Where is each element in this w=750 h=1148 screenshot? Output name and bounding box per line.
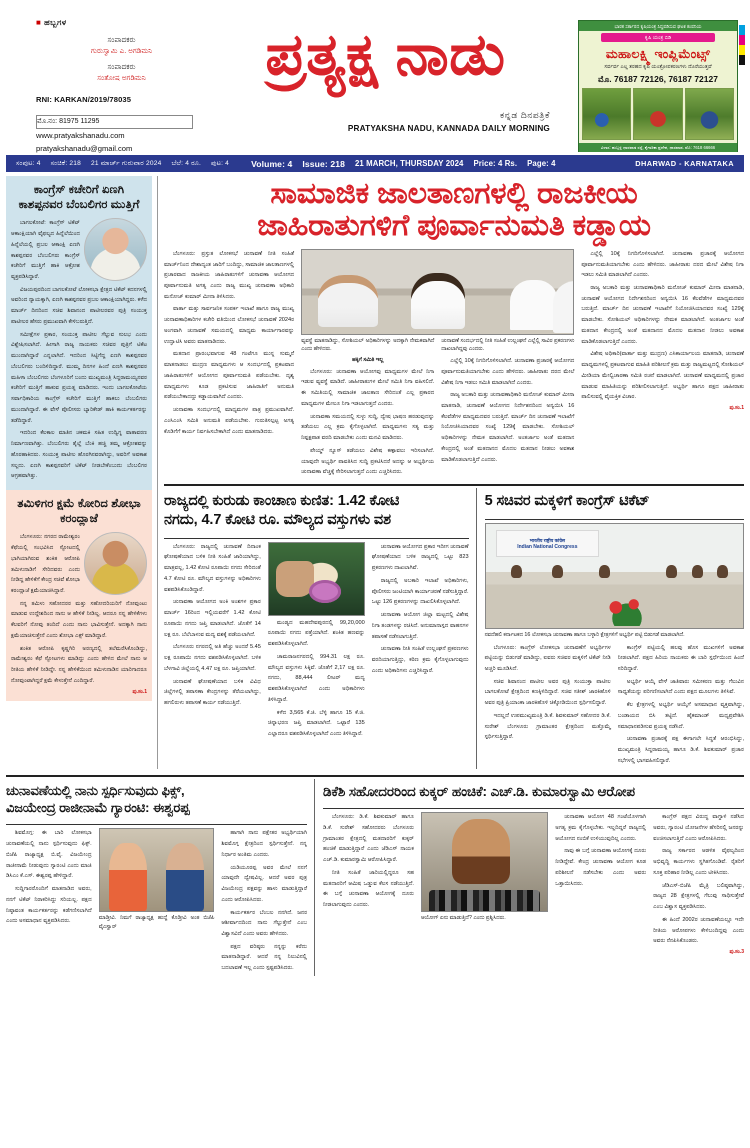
bottom-story-eshwarappa bbox=[6, 779, 315, 976]
paragraph: ರಾಜ್ಯ ಅಬಕಾರಿ ಮತ್ತು ಚುನಾವಣಾಧಿಕಾರಿ ಮನೋಜ್ ಕುಮಾರ್ ಮೀನಾ ಮಾತನಾಡಿ, ಚುನಾವಣೆ ಆಯೋಗದ ನಿರ್ದೇಶನದಿಂದ ಅನ್ವಯಿಸಿ 16 ಕೆಲವೆಡೆಗಳ ಮಾಧ್ಯಮದವರ ಬರುತ್ತಿದೆ. ಮಾರ್ಚ್ ದಿನ ಚುನಾವಣೆ ಇಲಾಖೆಗೆ ನಿಯೋಜಿಸಿಯಾದವರ ಸಂಖ್ಯೆ 129ಕ್ಕೆ ಮಾಡಬೇಕು. ಸೋಶಿಯಲ್ ಅಧಿಕಾರಿಗಳನ್ನು ನೇಮಕ ಮಾಡಲಾಗಿದೆ. ಅಂತರ್ಜಾಲ ಅಂತೆ ಮತದಾನ ಕೇಂದ್ರದಲ್ಲಿ ಅಂತೆ ಮತದಾನದ ಮೊದಲ ಮತದಾನ ನೀಡಲು ಅವಕಾಶ ಮಾಡಿಕೊಡಲಾಗುತ್ತಿದೆ ಎಂದರು. bbox=[581, 284, 744, 345]
bottom-left-headline bbox=[6, 779, 307, 822]
mid-story-congress-headline: 5 ಸಚಿವರ ಮಕ್ಕಳಿಗೆ ಕಾಂಗ್ರೆಸ್ ಟಿಕೆಟ್ bbox=[484, 493, 650, 510]
pages-en: Page: 4 bbox=[527, 159, 556, 168]
ad-image-trailer bbox=[685, 88, 734, 140]
kumaraswamy-photo bbox=[421, 812, 548, 912]
bottom-section bbox=[0, 769, 750, 976]
paragraph: ಸಮೀಕ್ಷೆಗಳ ಪ್ರಕಾರ, ಸಂಯುಕ್ತ ಪಾಟೀಲ ಗೆಲ್ಲುವ ಸುಲಭ ಎಂದು ವಿಶ್ಲೇಷಿಸಲಾಗಿದೆ. ಹೀಗಾಗಿ ರಾಜ್ಯ ನಾಯಕರು ಸಚಿವರ ಪುತ್ರಿಗೆ ಟಿಕೆಟ ಮುಂದಾಗಿದ್ದಾರೆ ಎನ್ನಲಾಗಿದೆ. ಇದರಿಂದ ಸಿಟ್ಟಿಗೆದ್ದ ಏಣಗಿ ಕಾಶಪ್ಪನವರ ಬೆಂಬಲಿಗರು ಬಂದಿಳಿದಿದ್ದಾರೆ. ಮುಮ್ಮ ದಿನಗಳ ಹಿಂದೆ ಏಣಗಿ ಕಾಶಪ್ಪನವರ ಮಹಿಳಾ ಬೆಂಬಲಿಗರು ಬೆಂಗಳೂರಿಗೆ ಬಂದು ಮುಖ್ಯಮಂತ್ರಿ ಸಿದ್ದರಾಮಯ್ಯನವರ ಕಚೇರಿಗೆ ಮುತ್ತಿಗೆ ಹಾಕುವ ಪ್ರಯತ್ನ ಮಾಡಿದರು. ಇಂದು ಬಾಗಲಕೋಟೆಯ ಸರ್ವಾಧಿಕಾರಿಯ ಕಾಂಗ್ರೆಸ್ ಕಚೇರಿಗೆ ಮುತ್ತಿಗೆ ಹಾಕಲು ಬೆಂಬಲಿಗರು ಮುಂದಾಗಿದ್ದಾರೆ. ಈ ವೇಳೆ ಪೊಲೀಸರು ಬ್ಯಾರಿಕೇಡ್ ಹಾಕಿ ಕಾರ್ಯಕರ್ತರನ್ನು ತಡೆದಿದ್ದಾರೆ. bbox=[11, 331, 147, 424]
editor-name-2: ಸಂತೋಷ ಅಗಡಿಮನಿ bbox=[97, 73, 146, 83]
paragraph: ರಾಜ್ಯ ಅಬಕಾರಿ ಮತ್ತು ಚುನಾವಣಾಧಿಕಾರಿ ಮನೋಜ್ ಕುಮಾರ್ ಮೀನಾ ಮಾತನಾಡಿ, ಚುನಾವಣೆ ಆಯೋಗದ ನಿರ್ದೇಶನದಿಂದ ಅನ್ವಯಿಸಿ 16 ಕೆಲವೆಡೆಗಳ ಮಾಧ್ಯಮದವರ ಬರುತ್ತಿದೆ. ಮಾರ್ಚ್ ದಿನ ಚುನಾವಣೆ ಇಲಾಖೆಗೆ ನಿಯೋಜಿಸಿಯಾದವರ ಸಂಖ್ಯೆ 129ಕ್ಕೆ ಮಾಡಬೇಕು. ಸೋಶಿಯಲ್ ಅಧಿಕಾರಿಗಳನ್ನು ನೇಮಕ ಮಾಡಲಾಗಿದೆ. ಅಂತರ್ಜಾಲ ಅಂತೆ ಮತದಾನ ಕೇಂದ್ರದಲ್ಲಿ ಅಂತೆ ಮತದಾನದ ಮೊದಲ ಮತದಾನ ನೀಡಲು ಅವಕಾಶ ಮಾಡಿಕೊಡಲಾಗುತ್ತಿದೆ ಎಂದರು. bbox=[441, 392, 575, 463]
bottom-right-headline: ಡಿಕೆಶಿ ಸಹೋದರರಿಂದ ಕುಕ್ಕರ್ ಹಂಚಿಕೆ: ಎಚ್.ಡಿ. ಕುಮಾರಸ್ವಾಮಿ ಆರೋಪ bbox=[323, 783, 635, 799]
ad-footer: ವಿಳಾಸ: ಹುಬ್ಬಳ್ಳಿ ಧಾರವಾಡ ರಸ್ತೆ, ಕೈಗಾರಿಕಾ ಪ್ರದೇಶ, ಧಾರವಾಡ. ಮೊ: 7618 66666 bbox=[579, 143, 737, 152]
mid-story-congress bbox=[485, 488, 744, 769]
lead-col-3 bbox=[581, 249, 744, 480]
paragraph: ಶಂಕಿತ ಆರೋಪಿ ಕೃಷ್ಣಗಿರಿ ಅರಣ್ಯದಲ್ಲಿ ತಲೆಮರೆಸಿಕೊಂಡಿದ್ದು, ರಾಮೇಶ್ವರಂ ಕೆಫೆ ಸ್ಫೋಟಗಳು ಮಾಡಿದ್ದು ಎಂದು ಹೇಳಿದ ಮೇಲೆ ನಾನು ಆ ರೀತಿಯ ಹೇಳಿಕೆ ನೀಡಿದ್ದೇ. ನನ್ನ ಹೇಳಿಕೆಯಿಂದ ತಮಿಳುನಾಡಿನ ಯಾರಿಗಾದರೂ ನೋವುಂಟಾಗಿದ್ದರೆ ಕ್ಷಮೆ ಕೇಳುತ್ತೇನೆ ಎಂದಿದ್ದಾರೆ. bbox=[11, 645, 147, 684]
lead-col-2-with-photo bbox=[301, 249, 574, 480]
left-story-2 bbox=[6, 490, 152, 701]
paragraph: ಶಿವಮೊಗ್ಗ: ಈ ಬಾರಿ ಲೋಕಸಭಾ ಚುನಾವಣೆಯಲ್ಲಿ ನಾನು ಸ್ಪರ್ಧಿಸುವುದು ಫಿಕ್ಸ್. ಬಿಜೆಪಿ ರಾಜ್ಯಾಧ್ಯಕ್ಷ ಬಿ.ವೈ. ವಿಜಯೇಂದ್ರ ರಾಜೀನಾಮೆ ನೀಡುವುದು ಗ್ಯಾರಂಟಿ ಎಂದು ಮಾಜಿ ಡಿಸಿಎಂ ಕೆ.ಎಸ್. ಈಶ್ವರಪ್ಪ ಹೇಳಿದ್ದಾರೆ. bbox=[6, 830, 92, 880]
ad-image-plough bbox=[582, 88, 631, 140]
masthead-center bbox=[193, 8, 578, 152]
main-column bbox=[158, 176, 744, 769]
paragraph: ನೀತಿ ಸಂಹಿತೆ ಜಾರಿಯಲ್ಲಿದ್ದರೂ ಸಹ ಮತದಾರರಿಗೆ ಆಮಿಷ ಒಡ್ಡುವ ಕೆಲಸ ನಡೆಯುತ್ತಿದೆ. ಈ ಬಗ್ಗೆ ಚುನಾವಣಾ ಆಯೋಗಕ್ಕೆ ದೂರು ನೀಡಲಾಗುವುದು ಎಂದರು. bbox=[323, 869, 414, 909]
lead-photo-subhead: ಹಕ್ಕಿಗೆ ಸಮಿತಿ ಇಲ್ಲ bbox=[351, 357, 384, 364]
price-kn: ಬೆಲೆ: 4 ರೂ. bbox=[171, 159, 202, 167]
lead-col-1 bbox=[164, 249, 294, 480]
congress-meeting-photo bbox=[485, 523, 744, 629]
masthead-star-text: ಹಬ್ಬಗಳ bbox=[44, 18, 67, 27]
masthead bbox=[0, 0, 750, 152]
left-story-1 bbox=[6, 176, 152, 490]
paragraph: ಕಾರ್ಯಕರ್ತರ ಬೆಂಬಲ ನನಗಿದೆ. ಜನರ ಆಶೀರ್ವಾದದಿಂದ ನಾನು ಗೆಲ್ಲುತ್ತೇನೆ ಎಂಬ ವಿಶ್ವಾಸವಿದೆ ಎಂದು ಅವರು ಹೇಳಿದರು. bbox=[221, 909, 308, 937]
kumaraswamy-photo-caption: ಆಯೋಗ್ ಏನು ಮಾಡುತ್ತಿದೆ? ಎಂದು ಪ್ರಶ್ನಿಸಿದರು. bbox=[420, 915, 506, 922]
paragraph: ಇದಲ್ಲದೆ ಉಪಮುಖ್ಯಮಂತ್ರಿ ಡಿ.ಕೆ. ಶಿವಕುಮಾರ್ ಸಹೋದರ ಡಿ.ಕೆ. ಸುರೇಶ್ ಬೆಂಗಳೂರು ಗ್ರಾಮಾಂತರ ಕ್ಷೇತ್ರದಿಂದ ಮತ್ತೊಮ್ಮೆ ಸ್ಪರ್ಧಿಸುತ್ತಿದ್ದಾರೆ. bbox=[484, 712, 611, 741]
mid-story-money-headline bbox=[164, 488, 469, 535]
newspaper-logo: ಪ್ರತ್ಯಕ್ಷ ನಾಡು bbox=[265, 22, 506, 87]
masthead-left-info bbox=[8, 8, 193, 152]
left-story-2-photo bbox=[84, 532, 147, 595]
paragraph: ರಾಜ್ಯದಲ್ಲಿ ಅಬಕಾರಿ ಇಲಾಖೆ ಅಧಿಕಾರಿಗಳು, ಪೊಲೀಸರು ಜಂಟಿಯಾಗಿ ಕಾರ್ಯಾಚರಣೆ ನಡೆಸುತ್ತಿದ್ದಾರೆ. ಒಟ್ಟು 126 ಪ್ರಕರಣಗಳನ್ನು ದಾಖಲಿಸಿಕೊಳ್ಳಲಾಗಿದೆ. bbox=[371, 577, 469, 606]
paragraph: ಕಳೆದ 3,565 ಕೆ.ಜಿ. ಬೆಳ್ಳಿ ಹಾಗೂ 15 ಕೆ.ಜಿ. ಚಿನ್ನಾಭರಣ ಜಪ್ತಿ ಮಾಡಲಾಗಿದೆ. ಒಟ್ಟಾರೆ 135 ಎಲ್ಲಾದರೂ ವಶಪಡಿಸಿಕೊಳ್ಳಲಾಗಿದೆ ಎಂದು ತಿಳಿಸಿದ್ದಾರೆ. bbox=[267, 709, 365, 738]
issue-en: Issue: 218 bbox=[302, 158, 345, 169]
volume-kn: ಸಂಪುಟ: 4 bbox=[16, 159, 41, 167]
ad-product-images bbox=[579, 88, 737, 140]
mid-section bbox=[164, 488, 744, 769]
paragraph: ಬೆಂಗಳೂರು: ಚುನಾವಣಾ ಆಯೋಗವು ಮಾಧ್ಯಮಗಳ ಮೇಲೆ ನಿಗಾ ಇಡುವ ವ್ಯವಸ್ಥೆ ಮಾಡಿದೆ. ಜಾಹೀರಾತುಗಳ ಮೇಲೆ ಸಮಿತಿ ನಿಗಾ ವಹಿಸಲಿದೆ. ಈ ಸಮಿತಿಯಲ್ಲಿ ಸಾಮಾಜಿಕ ಜಾಲತಾಣ ಸೇರಿದಂತೆ ಎಲ್ಲ ಪ್ರಕಾರದ ಮಾಧ್ಯಮಗಳ ಮೇಲೂ ನಿಗಾ ಇಡಲಾಗುತ್ತದೆ ಎಂದರು. bbox=[301, 368, 435, 407]
price-en: Price: 4 Rs. bbox=[473, 159, 518, 168]
congress-banner-hindi: भारतीय राष्ट्रीय कांग्रेस bbox=[529, 537, 566, 543]
paragraph: ಚುನಾವಣೆ ಘೋಷಣೆಯಾದ ಬಳಿಕ ವಿವಿಧ ಜಿಲ್ಲೆಗಳಲ್ಲಿ ತಪಾಸಣಾ ಕೇಂದ್ರಗಳನ್ನು ತೆರೆಯಲಾಗಿದ್ದು, ಹಗಲಿರುಳು ತಪಾಸಣೆ ಕಾರ್ಯ ನಡೆಯುತ್ತಿದೆ. bbox=[164, 678, 261, 707]
paragraph: ಬೆಂಗಳೂರು ನಗರದಲ್ಲಿ ಅತಿ ಹೆಚ್ಚು ಅಂದರೆ 5.45 ಲಕ್ಷ ರೂಪಾಯಿ ನಗದು ವಶಪಡಿಸಿಕೊಳ್ಳಲಾಗಿದೆ. ಬಳಿಕ ಬೆಳಗಾವಿ ಜಿಲ್ಲೆಯಲ್ಲಿ 4.47 ಲಕ್ಷ ರೂ. ಜಪ್ತಿಯಾಗಿದೆ. bbox=[164, 644, 261, 672]
lead-headline-line-1: ಸಾಮಾಜಿಕ ಜಾಲತಾಣಗಳಲ್ಲಿ ರಾಜಕೀಯ bbox=[270, 177, 638, 210]
paragraph: ಚುನಾವಣಾ ಸಮಯದಲ್ಲಿ ಸುಳ್ಳು ಸುದ್ದಿ, ದ್ವೇಷ ಭಾಷಣ ಹರಡುವುದನ್ನು ತಡೆಯಲು ಎಲ್ಲ ಕ್ರಮ ಕೈಗೊಳ್ಳಲಾಗಿದೆ. ಮಾಧ್ಯಮಗಳು ಸತ್ಯ ಮತ್ತು ನಿಷ್ಪಕ್ಷಪಾತ ವರದಿ ಮಾಡಬೇಕು ಎಂದು ಮನವಿ ಮಾಡಿದರು. bbox=[301, 413, 435, 442]
paragraph: ಕಾಂಗ್ರೆಸ್ ಪಟ್ಟಿಯಲ್ಲಿ ಹಲವು ಹೊಸ ಮುಖಗಳಿಗೆ ಅವಕಾಶ ನೀಡಲಾಗಿದೆ. ಪಕ್ಷದ ಹಿರಿಯ ನಾಯಕರು ಈ ಬಾರಿ ಸ್ಪರ್ಧೆಯಿಂದ ಹಿಂದೆ ಸರಿದಿದ್ದಾರೆ. bbox=[617, 644, 744, 672]
paragraph: ಹಾಗಾಗಿ ನಾನು ಪಕ್ಷೇತರ ಅಭ್ಯರ್ಥಿಯಾಗಿ ಶಿವಮೊಗ್ಗ ಕ್ಷೇತ್ರದಿಂದ ಸ್ಪರ್ಧಿಸುತ್ತೇನೆ. ನನ್ನ ನಿರ್ಧಾರ ಅಂತಿಮ ಎಂದರು. bbox=[221, 830, 308, 858]
ad-top-line: ಭಾರತ ಸರ್ಕಾರದ ಕೃಷಿಯಂತ್ರ ಸಿದ್ಧಪಡಿಸುವ ಘಟಕ ಕಂಪನಿಯ bbox=[579, 21, 737, 31]
bottom-right-credit: ಪು.ಸಂ.3 bbox=[729, 948, 745, 955]
eshwarappa-photo bbox=[99, 828, 215, 912]
paragraph: ಬೆಂಗಳೂರು: ಕಾಂಗ್ರೆಸ್ ಲೋಕಸಭಾ ಚುನಾವಣೆಗೆ ಅಭ್ಯರ್ಥಿಗಳ ಪಟ್ಟಿಯನ್ನು ಬಿಡುಗಡೆ ಮಾಡಿದ್ದು, ಐವರು ಸಚಿವರ ಮಕ್ಕಳಿಗೆ ಟಿಕೆಟ್ ನೀಡಿ ಅಚ್ಚರಿ ಮೂಡಿಸಿದೆ. bbox=[484, 644, 611, 672]
lead-headline-line-2: ಜಾಹಿರಾತುಗಳಿಗೆ ಪೂರ್ವಾನುಮತಿ ಕಡ್ಡಾಯ bbox=[257, 209, 651, 243]
lead-story-photo bbox=[301, 249, 574, 335]
paragraph: ಚಾಮರಾಜನಗರದಲ್ಲಿ 994.31 ಲಕ್ಷ ರೂ. ಮೌಲ್ಯದ ವಸ್ತುಗಳು ಸಿಕ್ಕಿವೆ. ಜೊತೆಗೆ 2,17 ಲಕ್ಷ ರೂ. ನಗದು, 88,444 ಲೀಟರ್ ಮದ್ಯ ವಶಪಡಿಸಿಕೊಳ್ಳಲಾಗಿದೆ ಎಂದು ಅಧಿಕಾರಿಗಳು ತಿಳಿಸಿದ್ದಾರೆ. bbox=[267, 653, 365, 703]
paragraph: ಸಚಿವ ಶಿವಾನಂದ ಪಾಟೀಲ ಅವರ ಪುತ್ರಿ ಸಂಯುಕ್ತಾ ಪಾಟೀಲ ಬಾಗಲಕೋಟೆ ಕ್ಷೇತ್ರದಿಂದ ಕಣಕ್ಕಿಳಿದಿದ್ದಾರೆ. ಸಚಿವ ಸತೀಶ್ ಜಾರಕಿಹೊಳಿ ಅವರ ಪುತ್ರಿ ಪ್ರಿಯಾಂಕಾ ಜಾರಕಿಹೊಳಿ ಚಿಕ್ಕೋಡಿಯಿಂದ ಸ್ಪರ್ಧಿಸಲಿದ್ದಾರೆ. bbox=[484, 678, 611, 707]
bottom-right-columns bbox=[323, 812, 744, 955]
ad-brand-name: ಮಹಾಲಕ್ಷ್ಮಿ ಇಂಪ್ಲಿಮೆಂಟ್ಸ್ bbox=[605, 47, 711, 61]
paragraph: ಚುನಾವಣಾ ನೀತಿ ಸಂಹಿತೆ ಉಲ್ಲಂಘನೆ ಪ್ರಕರಣಗಳು ವರದಿಯಾಗುತ್ತಿದ್ದು, ಕಠಿಣ ಕ್ರಮ ಕೈಗೊಳ್ಳಲಾಗುವುದು ಎಂದು ಅಧಿಕಾರಿಗಳು ಎಚ್ಚರಿಸಿದ್ದಾರೆ. bbox=[371, 646, 469, 674]
bottom-left-columns bbox=[6, 828, 307, 976]
issue-info-bar bbox=[6, 155, 744, 172]
paragraph: ರಾಜ್ಯ ಸರ್ಕಾರದ ಆಡಳಿತ ವೈಫಲ್ಯದಿಂದ ಅಭಿವೃದ್ಧಿ ಕಾರ್ಯಗಳು ಸ್ಥಗಿತಗೊಂಡಿವೆ. ರೈತರಿಗೆ ಸೂಕ್ತ ಪರಿಹಾರ ನೀಡಿಲ್ಲ ಎಂದು ಟೀಕಿಸಿದರು. bbox=[653, 848, 745, 876]
date-kn: 21 ಮಾರ್ಚ್ ಗುರುವಾರ 2024 bbox=[91, 159, 162, 167]
paragraph: ಪೇಯ್ಡ್ ನ್ಯೂಸ್ ತಡೆಯಲು ವಿಶೇಷ ಕಣ್ಗಾವಲು ಇರಿಸಲಾಗಿದೆ. ಯಾವುದೇ ಅಭ್ಯರ್ಥಿ ಪಾವತಿಸಿದ ಸುದ್ದಿ ಪ್ರಕಟಿಸಿದರೆ ಅದನ್ನು ಆ ಅಭ್ಯರ್ಥಿಯ ಚುನಾವಣಾ ವೆಚ್ಚಕ್ಕೆ ಸೇರಿಸಲಾಗುತ್ತದೆ ಎಂದು ಎಚ್ಚರಿಸಿದರು. bbox=[301, 447, 435, 476]
paragraph: ಇದರಿಂದ ಕೆಲಕಾಲ ಮಾತಿನ ಚಕಮಕಿ ಸಹಿತ ಉದ್ವಿಗ್ನ ವಾತಾವರಣ ನಿರ್ಮಾಣವಾಗಿತ್ತು. ಬೆಂಬಲಿಗರು ತೈಲ್ಲೆ ಬೆಂಕಿ ಹಚ್ಚಿ ತಮ್ಮ ಆಕ್ರೋಶವನ್ನು ಹೊರಹಾಕಿದರು. ಸಂಯುಕ್ತ ಪಾಟೀಲ ಹೊರಗಿನವರಾಗಿದ್ದು, ಅವರಿಗೆ ಅವಕಾಶ ಸಲ್ಲದು. ಏಣಗಿ ಕಾಶಪ್ಪನವರಿಗೆ ಟಿಕೆಟ್ ನೀಡಬೇಕೆಂಬುದು ಬೆಂಬಲಿಗರ ಆಗ್ರಹವಾಗಿತ್ತು. bbox=[11, 430, 147, 480]
paragraph: ಸುದ್ದಿಗಾರರೊಂದಿಗೆ ಮಾತನಾಡಿದ ಅವರು, ನನಗೆ ಟಿಕೆಟ್ ನಿರಾಕರಿಸಿದ್ದು ಸರಿಯಲ್ಲ. ಪಕ್ಷದ ನಿಷ್ಠಾವಂತ ಕಾರ್ಯಕರ್ತರನ್ನು ಕಡೆಗಣಿಸಲಾಗಿದೆ ಎಂದು ಅಸಮಾಧಾನ ವ್ಯಕ್ತಪಡಿಸಿದರು. bbox=[6, 886, 92, 925]
mid-congress-columns bbox=[485, 643, 744, 769]
left-story-2-headline: ತಮಿಳಿಗರ ಕ್ಷಮೆ ಕೋರಿದ ಶೋಭಾ ಕರಂದ್ಲಾಜೆ bbox=[17, 497, 141, 526]
mid-story-money bbox=[164, 488, 477, 769]
ad-phone: ಮೊ. 76187 72126, 76187 72127 bbox=[598, 74, 718, 84]
headline-line-2: ವಿಜಯೇಂದ್ರ ರಾಜೀನಾಮೆ ಗ್ಯಾರಂಟಿ: ಈಶ್ವರಪ್ಪ bbox=[6, 799, 190, 815]
congress-banner bbox=[496, 530, 599, 557]
flower-decoration bbox=[599, 595, 656, 626]
paragraph: ವಿಜಯಪುರದಿಂದ ಬಾಗಲಕೋಟೆ ಲೋಕಸಭಾ ಕ್ಷೇತ್ರದ ಟಿಕೆಟ್ ಕದನಗಳಲ್ಲಿ ಅವರಿಂದ ನ್ಯಾಯಕ್ಕಾಗಿ, ಏಣಗಿ ಕಾಶಪ್ಪನವರ ಪ್ರಬಲ ಆಕಾಂಕ್ಷಿಯಾಗಿದ್ದರು. ಕಳೆದ ಮಾರ್ಚ್ ದಿನದಿಂದ ಸಚಿವ ಶಿವಾನಂದ ಪಾಟೀಲರವರ ಪುತ್ರಿ ಸಂಯುಕ್ತ ಪಾಟೀಲರ ಹೆಸರು ಪ್ರಮುಖವಾಗಿ ಕೇಳಿಬರುತ್ತಿದೆ. bbox=[11, 286, 147, 325]
paragraph: ಬೆಂಗಳೂರು: ನಗರದ ರಾಮೇಶ್ವರಂ ಕೆಫೆಯಲ್ಲಿ ಸಂಭವಿಸಿದ ಸ್ಫೋಟದಲ್ಲಿ ಭಾಗಿಯಾಗಿರುವ ಶಂಕಿತ ಆರೋಪಿ ತಮಿಳುನಾಡಿಗೆ ಸೇರಿದವರು ಎಂದು ನೀಡಿದ್ದ ಹೇಳಿಕೆಗೆ ಕೇಂದ್ರ ಸಚಿವೆ ಶೋಭಾ ಕರಂದ್ಲಾಜೆ ಕ್ಷಮೆಯಾಚಿಸಿದ್ದಾರೆ. bbox=[11, 534, 80, 594]
paragraph: ಕೆಲ ಕ್ಷೇತ್ರಗಳಲ್ಲಿ ಅಭ್ಯರ್ಥಿ ಆಯ್ಕೆಗೆ ಅಸಮಾಧಾನ ವ್ಯಕ್ತವಾಗಿದ್ದು, ಬಂಡಾಯದ ಬಿಸಿ ತಟ್ಟಿದೆ. ಹೈಕಮಾಂಡ್ ಮಧ್ಯಪ್ರವೇಶಿಸಿ ಸಮಾಧಾನಪಡಿಸುವ ಪ್ರಯತ್ನ ನಡೆಸಿದೆ. bbox=[617, 702, 744, 730]
page-body bbox=[0, 172, 750, 769]
paragraph: ಅಭ್ಯರ್ಥಿ ಆಯ್ಕೆ ವೇಳೆ ಜಾತಿವಾರು ಸಮೀಕರಣ ಮತ್ತು ಗೆಲುವಿನ ಸಾಧ್ಯತೆಯನ್ನು ಪರಿಗಣಿಸಲಾಗಿದೆ ಎಂದು ಪಕ್ಷದ ಮೂಲಗಳು ತಿಳಿಸಿವೆ. bbox=[617, 678, 744, 696]
congress-photo-caption: ನವದೆಹಲಿ ಕರ್ನಾಟಕದ 16 ಲೋಕಸಭಾ ಚುನಾವಣಾ ಹಾಗೂ ಬಳ್ಳಾರಿ ಕ್ಷೇತ್ರಗಳಿಗೆ ಅಭ್ಯರ್ಥಿ ಪಟ್ಟಿ ಬಿಡುಗಡೆ ಮಾಡಲಾಗಿದೆ. bbox=[484, 631, 685, 638]
lead-headline bbox=[164, 176, 744, 249]
headline-line-1: ರಾಜ್ಯದಲ್ಲಿ ಕುರುಡು ಕಾಂಚಾಣ ಕುಣಿತ: 1.42 ಕೋಟಿ bbox=[164, 493, 400, 510]
paragraph: ಬೆಂಗಳೂರು: ರಾಜ್ಯದಲ್ಲಿ ಚುನಾವಣೆ ದಿನಾಂಕ ಘೋಷಣೆಯಾದ ಬಳಿಕ ನೀತಿ ಸಂಹಿತೆ ಜಾರಿಯಾಗಿದ್ದು, ಮಾತ್ರವಲ್ಲ, 1.42 ಕೋಟಿ ರೂಪಾಯಿ ನಗದು ಸೇರಿದಂತೆ 4.7 ಕೋಟಿ ರೂ. ಮೌಲ್ಯದ ವಸ್ತುಗಳನ್ನು ಅಧಿಕಾರಿಗಳು ವಶಪಡಿಸಿಕೊಂಡಿದ್ದಾರೆ. bbox=[164, 543, 261, 593]
place-name: DHARWAD - KARNATAKA bbox=[635, 159, 734, 168]
lead-story-credit: ಪು.ಸಂ.1 bbox=[729, 405, 744, 412]
paragraph: ನಾವು ಈ ಬಗ್ಗೆ ಚುನಾವಣಾ ಆಯೋಗಕ್ಕೆ ದೂರು ನೀಡಿದ್ದೇವೆ. ಕೇಂದ್ರ ಚುನಾವಣಾ ಆಯೋಗ ಕೂಡ ಪರಿಶೀಲನೆ ನಡೆಸಬೇಕು ಎಂದು ಅವರು ಒತ್ತಾಯಿಸಿದರು. bbox=[555, 848, 647, 887]
masthead-bullet-label: ■ ಹಬ್ಬಗಳ bbox=[36, 18, 67, 27]
tagline-kannada: ಕನ್ನಡ ದಿನಪತ್ರಿಕೆ bbox=[499, 110, 550, 120]
paragraph: ಚುನಾವಣಾ ಆಯೋಗ ಜಿಲ್ಲಾ ಮಟ್ಟದಲ್ಲಿ ವಿಶೇಷ ನಿಗಾ ತಂಡಗಳನ್ನು ರಚಿಸಿದೆ. ಅನುಮಾನಾಸ್ಪದ ವಾಹನಗಳ ತಪಾಸಣೆ ನಡೆಸಲಾಗುತ್ತಿದೆ. bbox=[371, 612, 469, 640]
paragraph: ಬಾಗಲಕೋಟೆ: ಕಾಂಗ್ರೆಸ್ ಟಿಕೆಟ್ ಆಕಾಂಕ್ಷಿಯಾಗಿ ವೈಫಲ್ಯದ ಹಿನ್ನೆಲೆಯಿಂದ ಹಿನ್ನೆಲೆಯಲ್ಲಿ ಪ್ರಬಲ ಆಕಾಂಕ್ಷಿ ಏಣಗಿ ಕಾಶಪ್ಪನವರ ಬೆಂಬಲಿಗರು ಕಾಂಗ್ರೆಸ್ ಕಚೇರಿಗೆ ಮುತ್ತಿಗೆ ಹಾಕಿ ಆಕ್ರೋಶ ವ್ಯಕ್ತಪಡಿಸಿದ್ದಾರೆ. bbox=[11, 220, 80, 281]
paragraph: ಎಲ್ಲೆಲ್ಲಿ 10ಕ್ಕೆ ನಿಗದಿಗೊಳಿಸಲಾಗಿದೆ. ಚುನಾವಣಾ ಪ್ರಚಾರಕ್ಕೆ ಆಯೋಗದ ಪೂರ್ವಾನುಮತಿಯಾಗಬೇಕು ಎಂದು ಹೇಳಿದರು. ಜಾಹೀರಾತು ದರದ ಮೇಲೆ ವಿಶೇಷ ನಿಗಾ ಇಡಲು ಸಮಿತಿ ಮಾಡಲಾಗಿದೆ ಎಂದರು. bbox=[441, 358, 575, 386]
paragraph: ಈ ಹಿಂದೆ 2002ರ ಚುನಾವಣೆಯಲ್ಲೂ ಇದೇ ರೀತಿಯ ಆರೋಪಗಳು ಕೇಳಿಬಂದಿದ್ದವು ಎಂದು ಅವರು ನೆನಪಿಸಿಕೊಂಡರು. bbox=[653, 916, 745, 945]
masthead-advertisement[interactable] bbox=[578, 20, 738, 152]
left-story-1-photo bbox=[84, 218, 147, 281]
ad-image-rotavator bbox=[633, 88, 682, 140]
paragraph: ವಾರ್ತಾ ಮತ್ತು ಸಾರ್ವಜನಿಕ ಸಂಪರ್ಕ ಇಲಾಖೆ ಹಾಗೂ ರಾಜ್ಯ ಮುಖ್ಯ ಚುನಾವಣಾಧಿಕಾರಿಗಳ ಕಚೇರಿ ವತಿಯಿಂದ ಲೋಕಸಭೆ ಚುನಾವಣೆ 2024ರ ಅಂಗವಾಗಿ ಚುನಾವಣೆ ಸಮಯದಲ್ಲಿ ಮಾಧ್ಯಮ ಕಾರ್ಯಾಗಾರವನ್ನು ಉದ್ಘಾಟಿಸಿ ಅವರು ಮಾತನಾಡಿದರು. bbox=[164, 306, 295, 345]
paragraph: ಬೆಂಗಳೂರು: ಪ್ರಸ್ತುತ ಲೋಕಸಭೆ ಚುನಾವಣೆ ನೀತಿ ಸಂಹಿತೆ ಮಾರ್ಚ್‌ನಿಂದ ದೇಶಾದ್ಯಂತ ಜಾರಿಗೆ ಬಂದಿದ್ದು, ಸಾಮಾಜಿಕ ಜಾಲತಾಣಗಳಲ್ಲಿ ಪ್ರಚಾರವಾದ ರಾಜಕೀಯ ಜಾಹಿರಾತುಗಳಿಗೆ ಚುನಾವಣಾ ಆಯೋಗದ ಪೂರ್ವಾನುಮತಿ ಅಗತ್ಯ ಎಂದು ರಾಜ್ಯ ಮುಖ್ಯ ಚುನಾವಣಾ ಅಧಿಕಾರಿ ಮನೋಜ್ ಕುಮಾರ್ ಮೀನಾ ತಿಳಿಸಿದರು. bbox=[164, 250, 295, 300]
meeting-participants bbox=[486, 565, 743, 592]
masthead-credits bbox=[36, 34, 193, 84]
contact-website[interactable]: www.pratyakshanadu.com bbox=[36, 130, 125, 140]
ad-badge: ಕೃಷಿ ಯಂತ್ರ ಬಿಡಿ bbox=[601, 33, 715, 42]
paragraph: ಚುನಾವಣಾ ಸಂದರ್ಭದಲ್ಲಿ ಮಾಧ್ಯಮಗಳ ಪಾತ್ರ ಪ್ರಮುಖವಾಗಿದೆ. ಎಂಸಿಎಂಸಿ ಸಮಿತಿ ಅನುಮತಿ ಪಡೆಯಬೇಕು. ಗುರುತಿಸಲ್ಪಟ್ಟ ಅಗತ್ಯ ಕೊಡಿಗೆಗೆ ಕಾರ್ಯ ನಿರ್ವಹಿಸಬೇಕಾಗಿದೆ ಎಂದು ಮಾತನಾಡಿದರು. bbox=[164, 407, 295, 435]
paragraph: ಮತದಾನ ಪ್ರಾರಂಭವಾಗುವ 48 ಗಂಟೆಗೂ ಮುನ್ನ ಸುಮ್ಮನೆ ಮಾತನಾಡಲು ಮುದ್ರಣ ಮಾಧ್ಯಮಗಳು ಆ ಸಂದರ್ಭದಲ್ಲಿ ಪ್ರಕಟವಾದ ಜಾಹಿರಾತುಗಳಿಗೆ ಆಯೋಗದ ಪೂರ್ವಾನುಮತಿ ಪಡೆಯಬೇಕು. ದೃಶ್ಯ ಮಾಧ್ಯಮಗಳು ಕೂಡ ಪ್ರಕಟಿಸುವ ಜಾಹಿರಾತಿಗೆ ಅನುಮತಿ ಪಡೆಯಬೇಕಾದದ್ದು ಕಡ್ಡಾಯವಾಗಿದೆ ಎಂದರು. bbox=[164, 351, 295, 401]
lead-story-columns bbox=[164, 249, 744, 480]
ad-subtitle: ಸರ್ವರ್ವ ಎಲ್ಲ ತರಹದ ಕೃಷಿ ಯಂತ್ರೋಪಕರಣಗಳು ದೊರೆಯುತ್ತವೆ bbox=[604, 64, 712, 70]
masthead-contact bbox=[36, 115, 193, 156]
paragraph: ವಿಶೇಷ ಅಧಿಕಾರಿ(ವಾರ್ತಾ ಮತ್ತು ಮುದ್ರಣ) ಎಸಿಕಾರ್ಯಾಲಯ ಮಾತನಾಡಿ, ಚುನಾವಣೆ ಮಾಧ್ಯಮಗಳಲ್ಲಿ ಪ್ರಕಟವಾಗುವ ಮಾಹಿತಿ ಪರಿಶೀಲನೆ ಕ್ರಮ ಮತ್ತು ರಾಜ್ಯಮಟ್ಟದಲ್ಲಿ ಸೋಶಿಯಲ್ ಮೀಡಿಯಾ ಮೇಲ್ವಿಚಾರಣಾ ಸಮಿತಿ ರಚನೆ ಮಾಡಲಾಗಿದೆ. ಚುನಾವಣೆ ಮಾಧ್ಯಮದಲ್ಲಿ ಪ್ರಚಾರ ಮಾಡುವ ಮಾಹಿತಿಯನ್ನು ಪರಿಶೀಲಿಸಲಾಗುತ್ತಿದೆ. ಅಭ್ಯರ್ಥಿ ಹಾಗೂ ಪಕ್ಷದ ಜಾಹೀರಾತು ಪಾಲಿಸುವಲ್ಲಿ ವೈಯಕ್ತಿಕ ವಿಚಾರ. bbox=[581, 351, 744, 401]
paragraph: ಕಾಂಗ್ರೆಸ್ ಪಕ್ಷದ ವಿರುದ್ಧ ವಾಗ್ದಾಳಿ ನಡೆಸಿದ ಅವರು, ಗ್ಯಾರಂಟಿ ಯೋಜನೆಗಳ ಹೆಸರಿನಲ್ಲಿ ಜನರನ್ನು ವಂಚಿಸಲಾಗುತ್ತಿದೆ ಎಂದು ಆರೋಪಿಸಿದರು. bbox=[653, 814, 745, 842]
issue-kn: ಸಂಚಿಕೆ: 218 bbox=[50, 159, 81, 167]
contact-email[interactable]: pratyakshanadu@gmail.com bbox=[36, 144, 133, 154]
paragraph: ಚುನಾವಣಾ ಪ್ರಚಾರಕ್ಕೆ ಪಕ್ಷ ಈಗಾಗಲೇ ಸಿದ್ಧತೆ ಆರಂಭಿಸಿದ್ದು, ಮುಖ್ಯಮಂತ್ರಿ ಸಿದ್ದರಾಮಯ್ಯ ಹಾಗೂ ಡಿ.ಕೆ. ಶಿವಕುಮಾರ್ ಪ್ರಚಾರ ಸಭೆಗಳಲ್ಲಿ ಭಾಗವಹಿಸಲಿದ್ದಾರೆ. bbox=[617, 736, 744, 764]
paragraph: ಚುನಾವಣಾ ಆಯೋಗದ ಅಂಕಿ ಅಂಶಗಳ ಪ್ರಕಾರ ಮಾರ್ಚ್ 16ರಿಂದ ಇಲ್ಲಿಯವರೆಗೆ 1.42 ಕೋಟಿ ರೂಪಾಯಿ ನಗದು ಜಪ್ತಿ ಮಾಡಲಾಗಿದೆ. ಜೊತೆಗೆ 14 ಲಕ್ಷ ರೂ. ಬೆಲೆಬಾಳುವ ಮದ್ಯ ವಶಕ್ಕೆ ಪಡೆಯಲಾಗಿದೆ. bbox=[164, 599, 261, 638]
paragraph: ಪಕ್ಷದ ವರಿಷ್ಠರು ನನ್ನನ್ನು ಕರೆದು ಮಾತನಾಡಿದ್ದಾರೆ. ಆದರೆ ನನ್ನ ನಿಲುವಿನಲ್ಲಿ ಬದಲಾವಣೆ ಇಲ್ಲ ಎಂದು ಸ್ಪಷ್ಟಪಡಿಸಿದರು. bbox=[221, 943, 308, 972]
pages-kn: ಪುಟ: 4 bbox=[211, 159, 230, 167]
left-column bbox=[6, 176, 158, 769]
date-en: 21 MARCH, THURSDAY 2024 bbox=[354, 159, 464, 168]
editor-name-1: ಗುರುಸ್ವಾಮಿ ಎ. ಅಗಡಿಮನಿ bbox=[90, 46, 153, 56]
mid-money-columns bbox=[164, 542, 469, 742]
lead-photo-caption-left: ವ್ಯವಸ್ಥೆ ಮಾತನಾಡಿದ್ದು, ಸೋಶಿಯಲ್ ಅಧಿಕಾರಿಗಳನ್ನು ಅದಕ್ಕಾಗಿ ನೇಮಕವಾಗಿದೆ ಎಂದು ಹೇಳಿದರು. bbox=[301, 337, 435, 353]
lead-photo-caption-right: ಚುನಾವಣೆ ಸಂದರ್ಭದಲ್ಲಿ ನೀತಿ ಸಂಹಿತೆ ಉಲ್ಲಂಘನೆ ಎಲ್ಲೆಲ್ಲಿ ಸಾವಿರ ಪ್ರಕರಣಗಳು ದಾಖಲಾಗಿದ್ದವು ಎಂದರು. bbox=[441, 337, 575, 353]
headline-line-2: ನಗದು, 4.7 ಕೋಟಿ ರೂ. ಮೌಲ್ಯದ ವಸ್ತುಗಳು ವಶ bbox=[164, 511, 391, 528]
paragraph: ಎಲ್ಲೆಲ್ಲಿ 10ಕ್ಕೆ ನಿಗದಿಗೊಳಿಸಲಾಗಿದೆ. ಚುನಾವಣಾ ಪ್ರಚಾರಕ್ಕೆ ಆಯೋಗದ ಪೂರ್ವಾನುಮತಿಯಾಗಬೇಕು ಎಂದು ಹೇಳಿದರು. ಜಾಹೀರಾತು ದರದ ಮೇಲೆ ವಿಶೇಷ ನಿಗಾ ಇಡಲು ಸಮಿತಿ ಮಾಡಲಾಗಿದೆ ಎಂದರು. bbox=[581, 250, 744, 279]
left-story-2-credit: ಪು.ಸಂ.1 bbox=[132, 688, 147, 695]
paragraph: ಯಡಿಯೂರಪ್ಪ ಅವರ ಮೇಲೆ ನನಗೆ ಯಾವುದೇ ದ್ವೇಷವಿಲ್ಲ. ಆದರೆ ಅವರ ಪುತ್ರ ವಿಜಯೇಂದ್ರ ಪಕ್ಷವನ್ನು ಹಾಳು ಮಾಡುತ್ತಿದ್ದಾರೆ ಎಂದು ಆರೋಪಿಸಿದರು. bbox=[221, 864, 308, 903]
editor-role-1: ಸಂಪಾದಕರು bbox=[107, 35, 136, 44]
headline-line-1: ಚುನಾವಣೆಯಲ್ಲಿ ನಾನು ಸ್ಪರ್ಧಿಸುವುದು ಫಿಕ್ಸ್, bbox=[6, 782, 185, 798]
paragraph: ಜೆಡಿಎಸ್-ಬಿಜೆಪಿ ಮೈತ್ರಿ ಬಲಿಷ್ಠವಾಗಿದ್ದು, ರಾಜ್ಯದ 28 ಕ್ಷೇತ್ರಗಳಲ್ಲಿ ಗೆಲುವು ಸಾಧಿಸುತ್ತೇವೆ ಎಂಬ ವಿಶ್ವಾಸ ವ್ಯಕ್ತಪಡಿಸಿದರು. bbox=[653, 882, 745, 911]
paragraph: ಚುನಾವಣಾ ಆಯೋಗದ ಪ್ರಕಾರ ಇದೀಗ ಚುನಾವಣೆ ಘೋಷಣೆಯಾದ ಬಳಿಕ ರಾಜ್ಯದಲ್ಲಿ ಒಟ್ಟು 823 ಪ್ರಕರಣಗಳು ದಾಖಲಾಗಿವೆ. bbox=[371, 543, 469, 572]
rni-number: RNI: KARKAN/2019/78035 bbox=[36, 94, 132, 104]
contact-phone: ಮೊ.ನಂ: 81975 11295 bbox=[36, 115, 193, 129]
volume-en: Volume: 4 bbox=[251, 158, 293, 169]
paragraph: ನನ್ನ ತಮಿಳು ಸಹೋದರರ ಮತ್ತು ಸಹೋದರಿಯರಿಗೆ ನೋವುಂಟು ಮಾಡುವ ಉದ್ದೇಶದಿಂದ ನಾನು ಆ ಹೇಳಿಕೆ ನೀಡಿಲ್ಲ. ಆದರೂ ನನ್ನ ಹೇಳಿಕೆಗಳು ಕೆಲವರಿಗೆ ನೋವು ತಂದಿದೆ ಎಂದು ನಾನು ಭಾವಿಸುತ್ತೇನೆ. ಅದಕ್ಕಾಗಿ ನಾನು ಕ್ಷಮೆಯಾಚಿಸುತ್ತೇನೆ ಎಂದು ಶೋಭಾ ಎಕ್ಸ್ ಮಾಡಿದ್ದಾರೆ. bbox=[11, 600, 147, 639]
congress-banner-english: Indian National Congress bbox=[517, 543, 578, 550]
paragraph: ಬೆಂಗಳೂರು: ಡಿ.ಕೆ. ಶಿವಕುಮಾರ್ ಹಾಗೂ ಡಿ.ಕೆ. ಸುರೇಶ್ ಸಹೋದರರು ಬೆಂಗಳೂರು ಗ್ರಾಮಾಂತರ ಕ್ಷೇತ್ರದಲ್ಲಿ ಮತದಾರರಿಗೆ ಕುಕ್ಕರ್ ಹಂಚಿಕೆ ಮಾಡುತ್ತಿದ್ದಾರೆ ಎಂದು ಜೆಡಿಎಸ್ ನಾಯಕ ಎಚ್.ಡಿ. ಕುಮಾರಸ್ವಾಮಿ ಆರೋಪಿಸಿದ್ದಾರೆ. bbox=[323, 814, 414, 864]
eshwarappa-photo-caption: ಮಾಡ್ತೀವಿ. ನಿಮಗೆ ರಾಜ್ಯಾಧ್ಯಕ್ಷ ಹುದ್ದೆ ಕೊಡ್ತೀವಿ ಅಂತ ಬಿಜೆಪಿ ವೈಎಸ್ವಾರ್ bbox=[98, 915, 215, 931]
mid-money-photo bbox=[268, 542, 365, 616]
paragraph: ಚುನಾವಣಾ ಆಯೋಗ 48 ಗಂಟೆಯೊಳಗಾಗಿ ಅಗತ್ಯ ಕ್ರಮ ಕೈಗೊಳ್ಳಬೇಕು. ಇಲ್ಲದಿದ್ದರೆ ರಾಜ್ಯದಲ್ಲಿ ಆಯೋಗದ ನಂಬಿಕೆ ಉಳಿಯುವುದಿಲ್ಲ ಎಂದರು. bbox=[555, 814, 647, 842]
cmyk-registration-marks bbox=[739, 25, 745, 65]
paragraph: ಮಂಡ್ಯದ ಮಹದೇವಪುರದಲ್ಲಿ 99,20,000 ರೂಪಾಯಿ ನಗದು ಪತ್ತೆಯಾಗಿದೆ. ಶಂಕಿತ ಹಣವನ್ನು ವಶಪಡಿಸಿಕೊಳ್ಳಲಾಗಿದೆ. bbox=[267, 619, 365, 648]
bottom-story-kumaraswamy bbox=[323, 779, 744, 976]
tagline-english: PRATYAKSHA NADU, KANNADA DAILY MORNING bbox=[347, 124, 550, 133]
editor-role-2: ಸಂಪಾದಕರು bbox=[107, 62, 136, 72]
left-story-1-headline: ಕಾಂಗ್ರೆಸ್ ಕಚೇರಿಗೆ ಏಣಗಿ ಕಾಶಪ್ಪನವರ ಬೆಂಬಲಿಗರ ಮುತ್ತಿಗೆ bbox=[18, 184, 140, 212]
